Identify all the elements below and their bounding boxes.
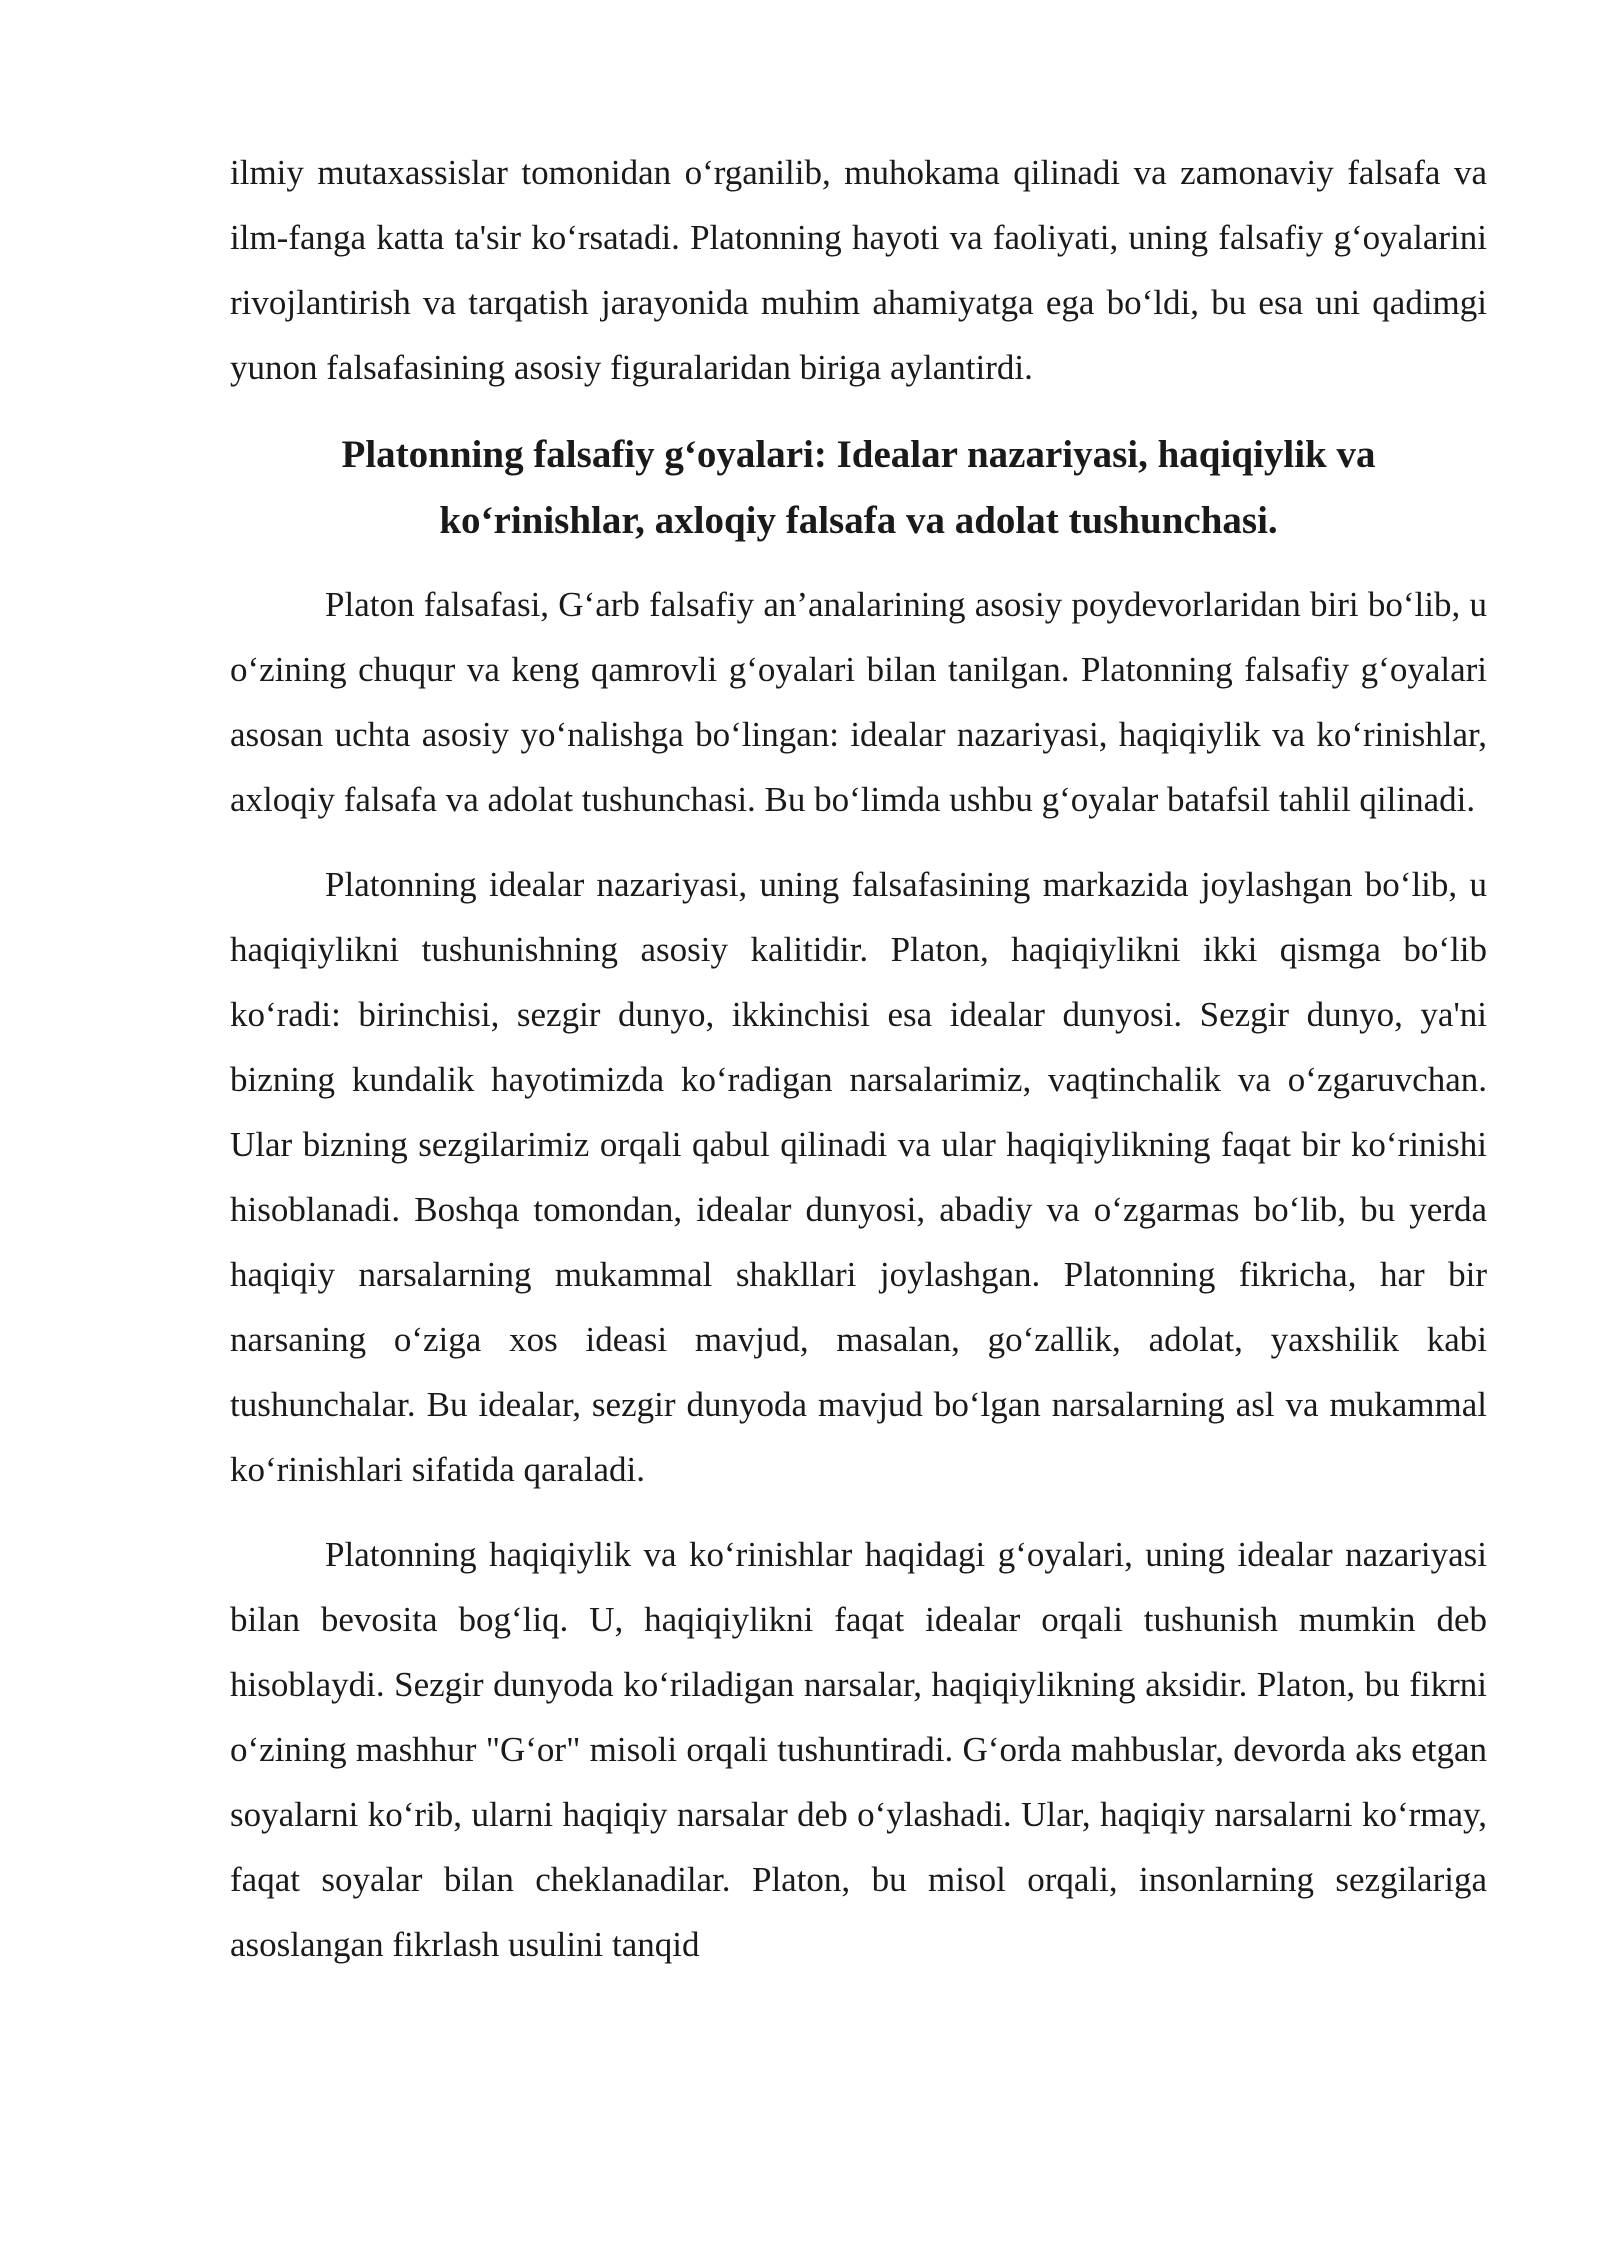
section-heading: Platonning falsafiy g‘oyalari: Idealar nazariyasi, haqiqiylik va ko‘rinishlar, axloqiy falsafa va adolat tushunchasi.	[341, 433, 1376, 542]
intro-paragraph: ilmiy mutaxassislar tomonidan o‘rganilib, muhokama qilinadi va zamonaviy falsafa va ilm-fanga katta ta'sir ko‘rsatadi. Platonning hayoti va faoliyati, uning falsafiy g‘oyalarini rivojlantirish va tarqatish jarayonida muhim ahamiyatga ega bo‘ldi, bu esa uni qadimgi yunon falsafasining asosiy figuralaridan biriga aylantirdi.	[230, 153, 1487, 387]
body-paragraph-1: Platon falsafasi, G‘arb falsafiy an’analarining asosiy poydevorlaridan biri bo‘lib, u o‘zining chuqur va keng qamrovli g‘oyalari bilan tanilgan. Platonning falsafiy g‘oyalari asosan uchta asosiy yo‘nalishga bo‘lingan: idealar nazariyasi, haqiqiylik va ko‘rinishlar, axloqiy falsafa va adolat tushunchasi. Bu bo‘limda ushbu g‘oyalar batafsil tahlil qilinadi.	[230, 585, 1487, 819]
document-page	[230, 140, 1487, 1977]
body-paragraph-3: Platonning haqiqiylik va ko‘rinishlar haqidagi g‘oyalari, uning idealar nazariyasi bilan bevosita bog‘liq. U, haqiqiylikni faqat idealar orqali tushunish mumkin deb hisoblaydi. Sezgir dunyoda ko‘riladigan narsalar, haqiqiylikning aksidir. Platon, bu fikrni o‘zining mashhur "G‘or" misoli orqali tushuntiradi. G‘orda mahbuslar, devorda aks etgan soyalarni ko‘rib, ularni haqiqiy narsalar deb o‘ylashadi. Ular, haqiqiy narsalarni ko‘rmay, faqat soyalar bilan cheklanadilar. Platon, bu misol orqali, insonlarning sezgilariga asoslangan fikrlash usulini tanqid	[230, 1535, 1487, 1964]
body-paragraph-2: Platonning idealar nazariyasi, uning falsafasining markazida joylashgan bo‘lib, u haqiqiylikni tushunishning asosiy kalitidir. Platon, haqiqiylikni ikki qismga bo‘lib ko‘radi: birinchisi, sezgir dunyo, ikkinchisi esa idealar dunyosi. Sezgir dunyo, ya'ni bizning kundalik hayotimizda ko‘radigan narsalarimiz, vaqtinchalik va o‘zgaruvchan. Ular bizning sezgilarimiz orqali qabul qilinadi va ular haqiqiylikning faqat bir ko‘rinishi hisoblanadi. Boshqa tomondan, idealar dunyosi, abadiy va o‘zgarmas bo‘lib, bu yerda haqiqiy narsalarning mukammal shakllari joylashgan. Platonning fikricha, har bir narsaning o‘ziga xos ideasi mavjud, masalan, go‘zallik, adolat, yaxshilik kabi tushunchalar. Bu idealar, sezgir dunyoda mavjud bo‘lgan narsalarning asl va mukammal ko‘rinishlari sifatida qaraladi.	[230, 865, 1487, 1489]
